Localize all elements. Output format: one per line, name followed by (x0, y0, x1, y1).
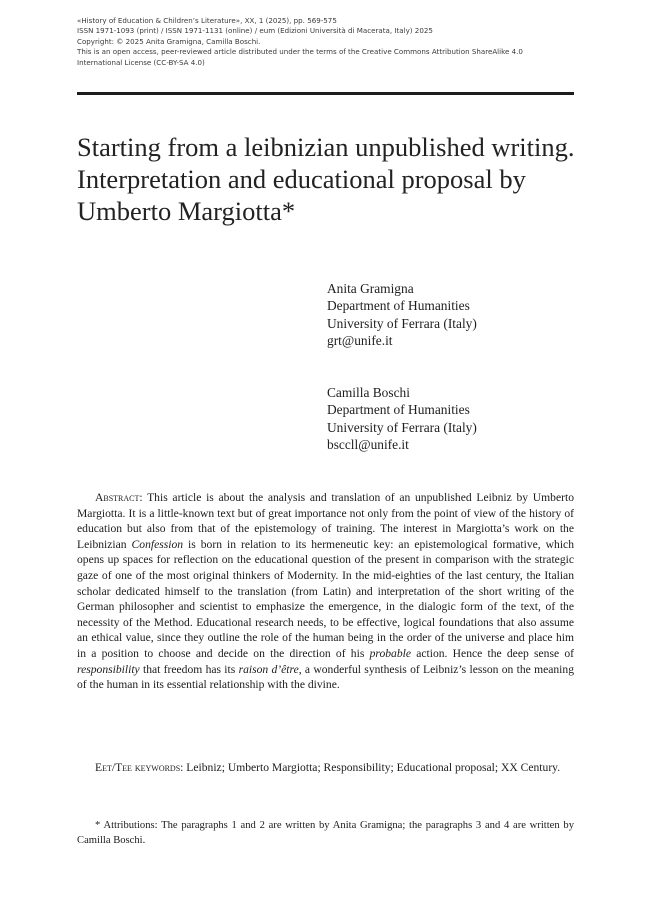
abstract (77, 490, 574, 693)
header-license-line1: This is an open access, peer-reviewed article distributed under the terms of the Creative Commons Attribution ShareAlike 4.0 (77, 47, 523, 57)
attribution-footnote: * Attributions: The paragraphs 1 and 2 are written by Anita Gramigna; the paragraphs 3 and 4 are written by Camilla Boschi. (77, 820, 574, 846)
header-copyright: Copyright: © 2025 Anita Gramigna, Camilla Boschi. (77, 36, 261, 46)
keywords (77, 760, 574, 776)
header-issn: ISSN 1971-1093 (print) / ISSN 1971-1131 (online) / eum (Edizioni Università di Macerata, Italy) 2025 (77, 26, 433, 36)
author-department: Department of Humanities (327, 402, 470, 418)
author-department: Department of Humanities (327, 298, 470, 314)
author-email[interactable]: bsccll@unife.it (327, 436, 409, 452)
abstract-emphasis-raison: raison d’être (238, 662, 299, 676)
keywords-label: Eet/Tee keywords: (95, 761, 184, 774)
abstract-text-3: action. Hence the deep sense of (411, 646, 574, 660)
author-email[interactable]: grt@unife.it (327, 332, 393, 348)
abstract-text-5: , a wonderful synthesis of Leibniz’s lesson on the meaning of the human in its essential relationship with the divine. (77, 662, 574, 692)
author-block-2 (327, 384, 577, 453)
article-title: Starting from a leibnizian unpublished writing. Interpretation and educational proposal by Umberto Margiotta* (77, 132, 575, 226)
abstract-emphasis-probable: probable (369, 646, 411, 660)
header-license-line2: International License (CC-BY-SA 4.0) (77, 57, 205, 67)
header-rule (77, 92, 574, 95)
author-university: University of Ferrara (Italy) (327, 315, 477, 331)
header-citation: «History of Education & Children’s Literature», XX, 1 (2025), pp. 569-575 (77, 16, 337, 25)
abstract-text-1: This article is about the analysis and translation of an unpublished Leibniz by Umberto Margiotta. It is a little-known text but of great importance not only from the point of view of the history of education but also from that of the epistemology of training. The interest in Margiotta’s work on the Leibnizian (77, 491, 574, 551)
abstract-text-4: that freedom has its (139, 662, 239, 676)
abstract-label: Abstract: (95, 491, 143, 504)
abstract-emphasis-confession: Confession (131, 537, 184, 551)
keywords-text: Leibniz; Umberto Margiotta; Responsibility; Educational proposal; XX Century. (183, 761, 561, 774)
author-name: Anita Gramigna (327, 281, 414, 296)
abstract-emphasis-responsibility: responsibility (77, 662, 140, 676)
abstract-text-2: is born in relation to its hermeneutic key: an epistemological formative, which opens up spaces for reflection on the educational question of the present in comparison with the strategic gaze of one of the most original thinkers of Modernity. In the mid-eighties of the last century, the Italian scholar dedicated himself to the translation (from Latin) and interpretation of the short writing of the German philosopher and scientist to emphasize the emergence, in the dialogic form of the text, of the necessity of the Method. Educational research needs, to be effective, logical foundations that also assume an ethical value, since they outline the role of the human being in the order of the universe and place him in a position to choose and decide on the direction of his (77, 537, 574, 660)
author-university: University of Ferrara (Italy) (327, 419, 477, 435)
author-block-1 (327, 280, 577, 349)
journal-header (77, 16, 577, 68)
author-name: Camilla Boschi (327, 385, 410, 400)
